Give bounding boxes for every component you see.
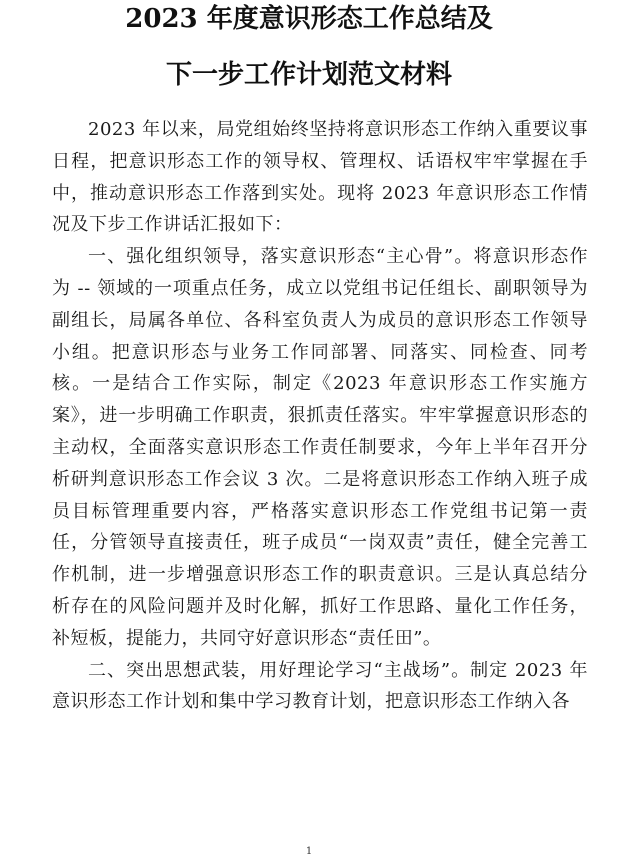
paragraph-section-2: 二、突出思想武装，用好理论学习“主战场”。制定 2023 年意识形态工作计划和集中学习教育计划，把意识形态工作纳入各 — [52, 659, 588, 713]
document-title-line-2: 下一步工作计划范文材料 — [165, 60, 452, 90]
document-title-line-1: 2023 年度意识形态工作总结及 — [125, 4, 493, 34]
paragraph-section-1: 一、强化组织领导，落实意识形态“主心骨”。将意识形态作为 -- 领域的一项重点任务，成立以党组书记任组长、副职领导为副组长，局属各单位、各科室负责人为成员的意识形态工作领导小组。把意识形态与业务工作同部署、同落实、同检查、同考核。一是结合工作实际，制定《2023 年意识形态工作实施方案》，进一步明确工作职责，狠抓责任落实。牢牢掌握意识形态的主动权，全面落实意识形态工作责任制要求，今年上半年召开分析研判意识形态工作会议 3 次。二是将意识形态工作纳入班子成员目标管理重要内容，严格落实意识形态工作党组书记第一责任，分管领导直接责任，班子成员“一岗双责”责任，健全完善工作机制，进一步增强意识形态工作的职责意识。三是认真总结分析存在的风险问题并及时化解，抓好工作思路、量化工作任务，补短板，提能力，共同守好意识形态“责任田”。 — [52, 246, 588, 649]
document-body — [52, 114, 588, 718]
page-number: 1 — [305, 846, 313, 857]
paragraph-intro: 2023 年以来，局党组始终坚持将意识形态工作纳入重要议事日程，把意识形态工作的领导权、管理权、话语权牢牢掌握在手中，推动意识形态工作落到实处。现将 2023 年意识形态工作情况及下步工作讲话汇报如下： — [52, 119, 588, 236]
